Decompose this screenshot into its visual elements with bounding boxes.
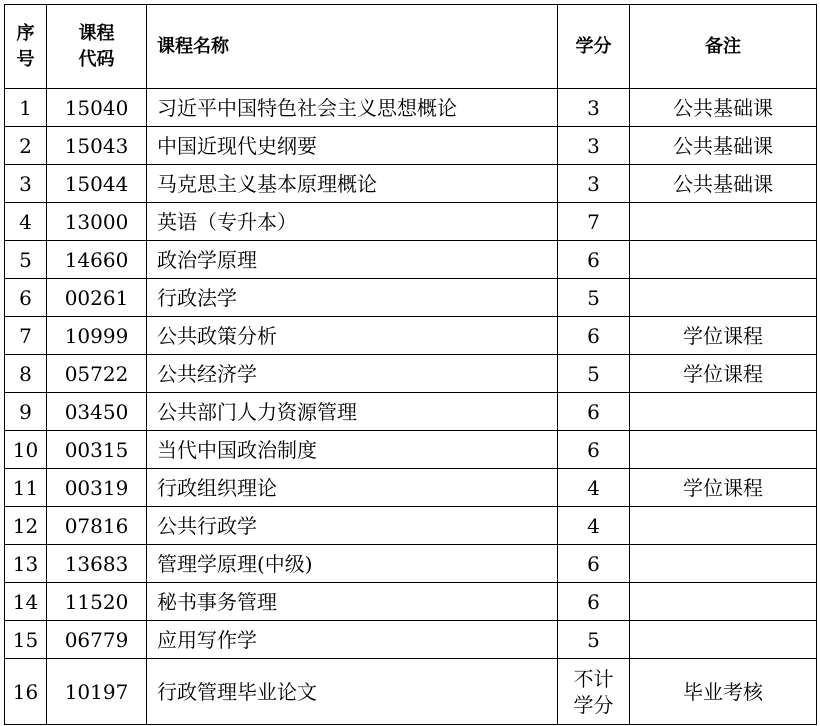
cell-remark [630,241,817,279]
cell-name: 应用写作学 [147,621,558,659]
cell-code: 00261 [47,279,147,317]
cell-credit: 4 [558,469,630,507]
cell-remark [630,621,817,659]
cell-name: 当代中国政治制度 [147,431,558,469]
table-row [5,545,817,583]
table-row [5,317,817,355]
cell-no: 7 [5,317,47,355]
table-row [5,241,817,279]
cell-name: 马克思主义基本原理概论 [147,165,558,203]
course-table [4,4,817,725]
header-no [5,5,47,89]
cell-no: 2 [5,127,47,165]
cell-name: 公共部门人力资源管理 [147,393,558,431]
cell-name: 习近平中国特色社会主义思想概论 [147,89,558,127]
cell-name: 英语（专升本） [147,203,558,241]
cell-remark [630,545,817,583]
cell-credit: 3 [558,127,630,165]
cell-credit: 4 [558,507,630,545]
header-credit: 学分 [558,5,630,89]
cell-remark [630,507,817,545]
table-row [5,507,817,545]
cell-credit: 6 [558,431,630,469]
cell-no: 12 [5,507,47,545]
cell-code: 00319 [47,469,147,507]
cell-no: 3 [5,165,47,203]
cell-no: 4 [5,203,47,241]
cell-name: 公共政策分析 [147,317,558,355]
cell-remark: 学位课程 [630,469,817,507]
cell-credit: 5 [558,621,630,659]
table-header [5,5,817,89]
cell-remark [630,203,817,241]
table-row [5,659,817,725]
cell-no: 13 [5,545,47,583]
table-row [5,431,817,469]
cell-no: 14 [5,583,47,621]
cell-name: 公共行政学 [147,507,558,545]
table-row [5,279,817,317]
cell-remark: 学位课程 [630,355,817,393]
cell-code: 15043 [47,127,147,165]
table-row [5,583,817,621]
header-code [47,5,147,89]
cell-remark [630,431,817,469]
cell-no: 6 [5,279,47,317]
table-row [5,89,817,127]
cell-code: 15040 [47,89,147,127]
header-code-line1: 课程 [78,22,115,44]
cell-code: 13683 [47,545,147,583]
header-code-line2: 代码 [78,48,115,70]
cell-name: 行政组织理论 [147,469,558,507]
cell-credit: 3 [558,89,630,127]
cell-remark: 毕业考核 [630,659,817,725]
cell-remark [630,279,817,317]
cell-code: 15044 [47,165,147,203]
table-row [5,393,817,431]
cell-credit: 6 [558,393,630,431]
cell-code: 05722 [47,355,147,393]
cell-no: 16 [5,659,47,725]
header-no-line2: 号 [16,48,35,70]
cell-credit: 6 [558,583,630,621]
cell-remark [630,393,817,431]
cell-code: 10197 [47,659,147,725]
cell-remark [630,583,817,621]
cell-name: 中国近现代史纲要 [147,127,558,165]
cell-no: 11 [5,469,47,507]
cell-credit-line1: 不计 [573,666,614,691]
cell-remark: 公共基础课 [630,127,817,165]
cell-credit: 3 [558,165,630,203]
cell-name: 公共经济学 [147,355,558,393]
cell-credit: 6 [558,317,630,355]
table-row [5,355,817,393]
cell-name: 管理学原理(中级) [147,545,558,583]
table-row [5,127,817,165]
cell-no: 15 [5,621,47,659]
header-remark: 备注 [630,5,817,89]
cell-code: 03450 [47,393,147,431]
cell-credit: 7 [558,203,630,241]
table-body [5,89,817,725]
cell-code: 06779 [47,621,147,659]
cell-no: 5 [5,241,47,279]
cell-name: 行政管理毕业论文 [147,659,558,725]
cell-credit: 6 [558,545,630,583]
cell-credit [558,659,630,725]
table-row [5,469,817,507]
cell-name: 秘书事务管理 [147,583,558,621]
cell-no: 9 [5,393,47,431]
header-name: 课程名称 [147,5,558,89]
cell-no: 10 [5,431,47,469]
cell-code: 11520 [47,583,147,621]
cell-name: 政治学原理 [147,241,558,279]
cell-code: 10999 [47,317,147,355]
cell-remark: 公共基础课 [630,165,817,203]
cell-no: 1 [5,89,47,127]
header-no-line1: 序 [16,22,35,44]
table-row [5,203,817,241]
cell-code: 07816 [47,507,147,545]
cell-remark: 学位课程 [630,317,817,355]
cell-code: 14660 [47,241,147,279]
cell-no: 8 [5,355,47,393]
table-row [5,165,817,203]
cell-name: 行政法学 [147,279,558,317]
cell-credit: 5 [558,279,630,317]
cell-credit-line2: 学分 [573,692,614,717]
cell-credit: 6 [558,241,630,279]
cell-credit: 5 [558,355,630,393]
cell-remark: 公共基础课 [630,89,817,127]
header-row [5,5,817,89]
table-row [5,621,817,659]
cell-code: 13000 [47,203,147,241]
cell-code: 00315 [47,431,147,469]
